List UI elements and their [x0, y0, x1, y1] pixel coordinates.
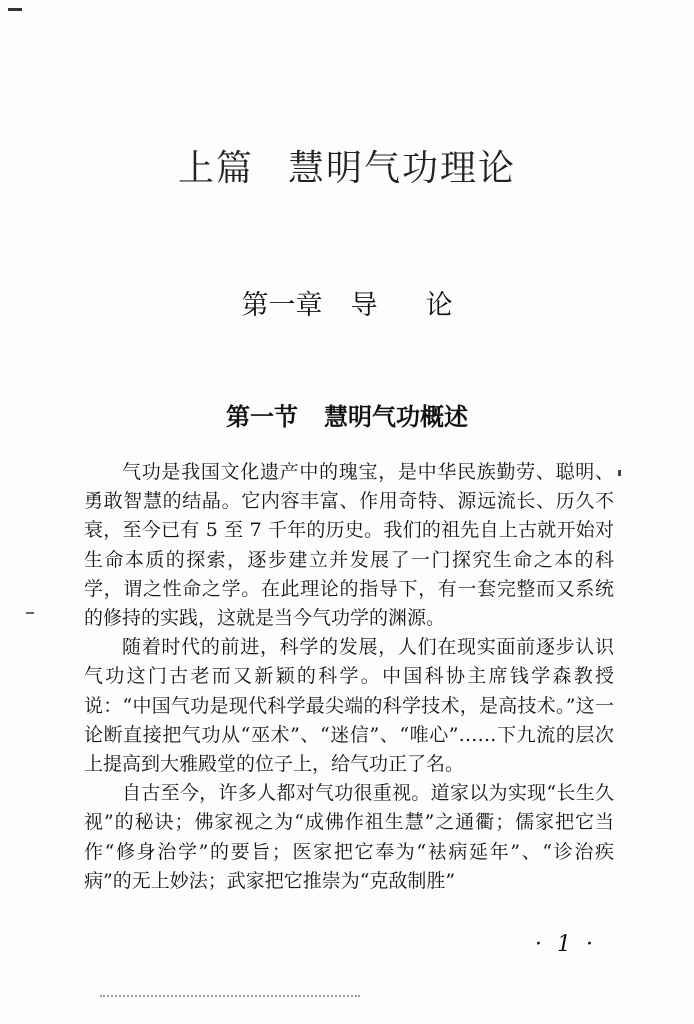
- page-number: · 1 ·: [535, 932, 597, 957]
- scan-speck: [618, 470, 621, 476]
- part-title-text: 慧明气功理论: [288, 148, 517, 189]
- part-title: [0, 140, 694, 191]
- section-title-text: 慧明气功概述: [324, 403, 468, 431]
- chapter-label: 第一章: [241, 290, 323, 321]
- section-title: [0, 397, 694, 432]
- paragraph: 自古至今，许多人都对气功很重视。道家以为实现“长生久视”的秘诀；佛家视之为“成佛作祖生慧”之通衢；儒家把它当作“修身治学”的要旨；医家把它奉为“袪病延年”、“诊治疾病”的无上妙法；武家把它推崇为“克敌制胜”: [84, 782, 614, 892]
- paragraph: 气功是我国文化遗产中的瑰宝，是中华民族勤劳、聪明、勇敢智慧的结晶。它内容丰富、作用奇特、源远流长、历久不衰，至今已有 5 至 7 千年的历史。我们的祖先自上古就开始对生命本质的探索，逐步建立并发展了一门探究生命之本的科学，谓之性命之学。在此理论的指导下，有一套完整而又系统的修持的实践，这就是当今气功学的渊源。: [84, 461, 614, 630]
- section-label: 第一节: [226, 403, 298, 431]
- chapter-title-char-2: 论: [425, 290, 453, 321]
- paragraph: 随着时代的前进，科学的发展，人们在现实面前逐步认识气功这门古老而又新颖的科学。中国科协主席钱学森教授说：“中国气功是现代科学最尖端的科学技术，是高技术。”这一论断直接把气功从“巫术”、“迷信”、“唯心”……下九流的层次上提高到大雅殿堂的位子上，给气功正了名。: [84, 636, 614, 776]
- chapter-title-char-1: 导: [350, 290, 378, 321]
- scan-noise-strip: [100, 995, 360, 1001]
- chapter-title: [0, 283, 694, 322]
- part-label: 上篇: [177, 148, 254, 189]
- scan-speck: [26, 612, 34, 614]
- scan-speck: [8, 8, 22, 11]
- body-text: [84, 458, 614, 896]
